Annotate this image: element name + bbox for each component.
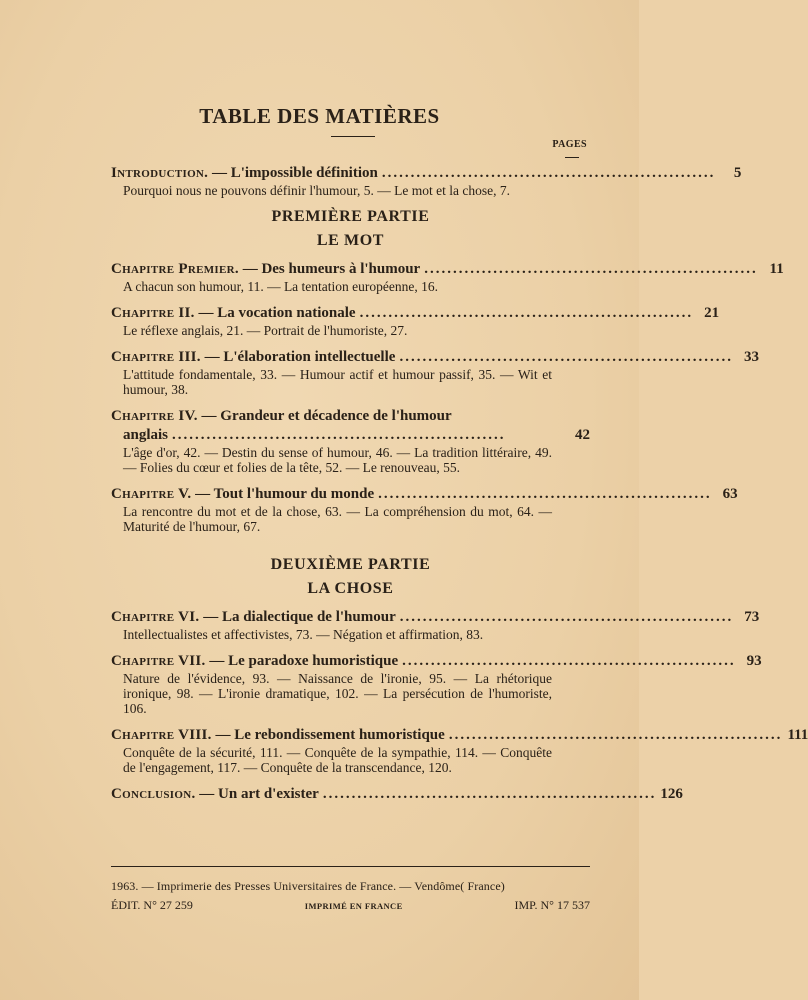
entry-page: 5: [733, 165, 742, 181]
dot-leader: ..........................................................: [399, 609, 734, 625]
entry-title: — Tout l'humour du monde: [195, 486, 375, 502]
pages-column-label: PAGES: [552, 139, 587, 150]
dot-leader: ..........................................................: [448, 727, 783, 743]
entry-page: 63: [722, 486, 738, 502]
entry-label: Chapitre Premier.: [111, 261, 239, 277]
printed-in-label: IMPRIMÉ EN FRANCE: [304, 901, 403, 911]
entry-description: Nature de l'évidence, 93. — Naissance de l'ironie, 95. — La rhétorique ironique, 98. — L'ironie dramatique, 102. — La persécution de l'humoriste, 106.: [123, 671, 552, 716]
entry-page: 42: [575, 427, 590, 443]
entry-title: — Un art d'exister: [199, 786, 319, 802]
entry-label: Chapitre IV.: [111, 408, 198, 424]
entry-label: Chapitre III.: [111, 349, 201, 365]
entry-page: 11: [769, 261, 784, 277]
entry-label: Chapitre VII.: [111, 653, 206, 669]
entry-description: Conquête de la sécurité, 111. — Conquête de la sympathie, 114. — Conquête de l'engagement, 117. — Conquête de la transcendance, 120.: [123, 745, 552, 775]
entry-title: — Des humeurs à l'humour: [242, 261, 421, 277]
toc-entry-chapter-8: [111, 726, 808, 775]
footer-divider: [111, 866, 590, 867]
entry-title: — La dialectique de l'humour: [203, 609, 396, 625]
dot-leader: ..........................................................: [378, 486, 712, 502]
part-heading: PREMIÈRE PARTIE: [271, 208, 430, 225]
dot-leader: ..........................................................: [399, 349, 733, 365]
toc-entry-introduction: [111, 164, 742, 198]
edition-line: [111, 898, 590, 913]
entry-title: — Le paradoxe humoristique: [209, 653, 399, 669]
toc-content: [111, 164, 808, 814]
entry-page: 93: [746, 653, 762, 669]
entry-page: 126: [660, 786, 683, 802]
entry-description: Intellectualistes et affectivistes, 73. — Négation et affirmation, 83.: [123, 627, 484, 642]
toc-entry-conclusion: [111, 785, 683, 804]
toc-entry-chapter-3: [111, 348, 759, 397]
dot-leader: ..........................................................: [359, 305, 694, 321]
entry-title: — La vocation nationale: [198, 305, 356, 321]
dot-leader: ..........................................................: [322, 786, 657, 802]
entry-label: Chapitre VI.: [111, 609, 200, 625]
entry-page: 33: [743, 349, 759, 365]
entry-label: Chapitre II.: [111, 305, 195, 321]
dot-leader: ..........................................................: [172, 427, 506, 443]
page-title: TABLE DES MATIÈRES: [199, 104, 440, 128]
part-heading: DEUXIÈME PARTIE: [270, 556, 431, 573]
part-subheading: LE MOT: [316, 232, 385, 249]
entry-description: L'attitude fondamentale, 33. — Humour actif et humour passif, 35. — Wit et humour, 38.: [123, 367, 552, 397]
dot-leader: ..........................................................: [402, 653, 736, 669]
dot-leader: ..........................................................: [381, 165, 716, 181]
entry-title: — Grandeur et décadence de l'humour: [201, 408, 452, 424]
edition-number: ÉDIT. N° 27 259: [111, 898, 193, 912]
entry-label: Chapitre VIII.: [111, 727, 212, 743]
toc-entry-chapter-5: [111, 485, 738, 534]
entry-description: Pourquoi nous ne pouvons définir l'humour, 5. — Le mot et la chose, 7.: [123, 183, 510, 198]
entry-label: Chapitre V.: [111, 486, 192, 502]
entry-title: — Le rebondissement humoristique: [215, 727, 445, 743]
entry-description: Le réflexe anglais, 21. — Portrait de l'humoriste, 27.: [123, 323, 408, 338]
impression-number: IMP. N° 17 537: [514, 898, 590, 912]
toc-entry-chapter-1: [111, 260, 784, 294]
entry-title: — L'élaboration intellectuelle: [204, 349, 396, 365]
entry-title-continued: anglais: [123, 427, 169, 443]
dot-leader: ..........................................................: [424, 261, 758, 277]
entry-page: 21: [704, 305, 720, 321]
title-divider: [331, 136, 375, 137]
entry-description: L'âge d'or, 42. — Destin du sense of humour, 46. — La tradition littéraire, 49. — Folies du cœur et folies de la tête, 52. — Le renouveau, 55.: [123, 445, 552, 475]
entry-description: La rencontre du mot et de la chose, 63. — La compréhension du mot, 64. — Maturité de l'humour, 67.: [123, 504, 552, 534]
entry-description: A chacun son humour, 11. — La tentation européenne, 16.: [123, 279, 439, 294]
entry-page: 73: [744, 609, 760, 625]
toc-entry-chapter-4: [111, 407, 590, 475]
entry-label: Introduction.: [111, 165, 209, 181]
entry-label: Conclusion.: [111, 786, 196, 802]
part-subheading: LA CHOSE: [307, 580, 394, 597]
printer-line: 1963. — Imprimerie des Presses Universitaires de France. — Vendôme( France): [111, 879, 505, 893]
entry-title: — L'impossible définition: [211, 165, 378, 181]
toc-entry-chapter-7: [111, 652, 762, 716]
toc-entry-chapter-2: [111, 304, 720, 338]
pages-column-divider: [565, 157, 579, 158]
toc-entry-chapter-6: [111, 608, 760, 642]
entry-page: 111: [787, 727, 808, 743]
